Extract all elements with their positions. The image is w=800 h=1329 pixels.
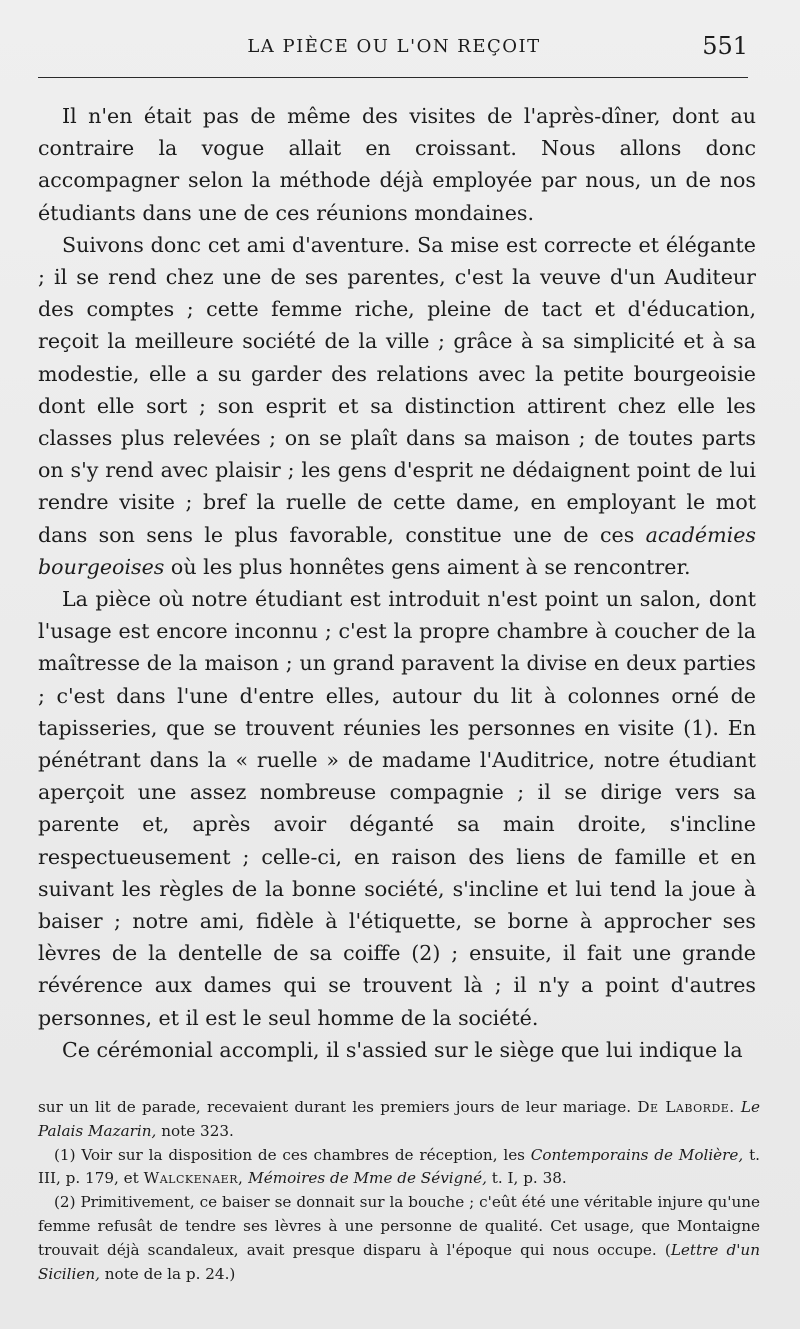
footnotes — [38, 1096, 760, 1286]
footnote-title: Le Palais Mazarin, — [38, 1098, 760, 1140]
paragraph-4: Ce cérémonial accompli, il s'assied sur le siège que lui indique la — [62, 1037, 743, 1062]
header-rule — [38, 77, 748, 78]
running-head — [38, 30, 750, 70]
footnote-1-author: Walckenaer, — [143, 1169, 244, 1188]
footnote-continuation — [38, 1096, 760, 1144]
footnote-2-end: note de la p. 24.) — [104, 1264, 236, 1283]
footnote-1 — [38, 1144, 760, 1192]
footnote-1-end: t. I, p. 38. — [491, 1169, 567, 1188]
main-text — [38, 100, 756, 1066]
paragraph-2 — [38, 229, 756, 583]
footnote-2-title: Lettre d'un Sicilien, — [38, 1240, 760, 1283]
paragraph-3: La pièce où notre étudiant est introduit n'est point un salon, dont l'usage est encore inconnu ; c'est la propre chambre à coucher de la maîtresse de la maison ; un grand paravent la divise en deux parties ; c'est dans l'une d'entre elles, autour du lit à colonnes orné de tapisseries, que se trouvent réunies les personnes en visite (1). En pénétrant dans la « ruelle » de madame l'Auditrice, notre étudiant aperçoit une assez nombreuse compagnie ; il se dirige vers sa parente et, après avoir déganté sa main droite, s'incline respectueusement ; celle-ci, en raison des liens de famille et en suivant les règles de la bonne société, s'incline et lui tend la joue à baiser ; notre ami, fidèle à l'étiquette, se borne à approcher ses lèvres de la dentelle de sa coiffe (2) ; ensuite, il fait une grande révérence aux dames qui se trouvent là ; il n'y a point d'autres personnes, et il est le seul homme de la société. — [38, 587, 756, 1030]
paragraph-2-end: où les plus honnêtes gens aiment à se rencontrer. — [170, 554, 691, 579]
footnote-continuation-text: sur un lit de parade, recevaient durant les premiers jours de leur mariage. — [38, 1098, 632, 1116]
footnote-1-text: (1) Voir sur la disposition de ces chambres de réception, les — [54, 1145, 525, 1164]
footnote-1-title-1: Contemporains de Molière, — [530, 1145, 744, 1164]
footnote-author: De Laborde. — [637, 1098, 735, 1116]
running-title: LA PIÈCE OU L'ON REÇOIT — [247, 36, 541, 57]
footnote-1-title-2: Mémoires de Mme de Sévigné, — [248, 1169, 487, 1188]
footnote-ref: note 323. — [161, 1121, 234, 1140]
footnote-1-mid: t. III, p. 179, et — [38, 1145, 760, 1188]
paragraph-1: Il n'en était pas de même des visites de l'après-dîner, dont au contraire la vogue allait en croissant. Nous allons donc accompagner selon la méthode déjà employée par nous, un de nos étudiants dans une de ces réunions mondaines. — [38, 104, 756, 225]
paragraph-2-text: Suivons donc cet ami d'aventure. Sa mise est correcte et élégante ; il se rend chez une de ses parentes, c'est la veuve d'un Auditeur des comptes ; cette femme riche, pleine de tact et d'éducation, reçoit la meilleure société de la ville ; grâce à sa simplicité et à sa modestie, elle a su garder des relations avec la petite bourgeoisie dont elle sort ; son esprit et sa distinction attirent chez elle les classes plus relevées ; on se plaît dans sa maison ; de toutes parts on s'y rend avec plaisir ; les gens d'esprit ne dédaignent point de lui rendre visite ; bref la ruelle de cette dame, en employant le mot dans son sens le plus favorable, constitue une de ces — [38, 232, 756, 547]
footnote-2-text: (2) Primitivement, ce baiser se donnait sur la bouche ; c'eût été une véritable injure qu'une femme refusât de tendre ses lèvres à une personne de qualité. Cet usage, que Montaigne trouvait déjà scandaleux, avait presque disparu à l'époque qui nous occupe. ( — [38, 1193, 760, 1259]
page-number: 551 — [702, 32, 748, 60]
paragraph-2-italic: académies bourgeoises — [38, 522, 756, 579]
footnote-2 — [38, 1191, 760, 1286]
